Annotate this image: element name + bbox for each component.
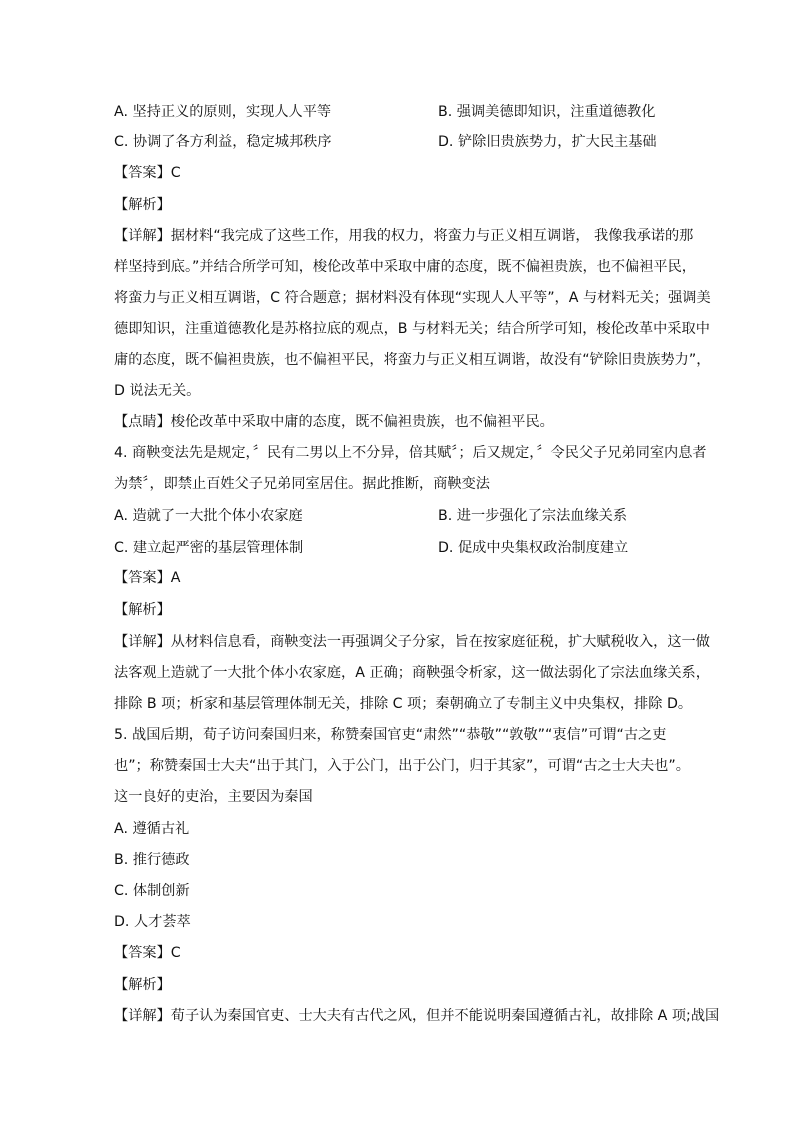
q5-stem-line: 5. 战国后期，荀子访问秦国归来，称赞秦国官吏“肃然”“恭敬”“敦敬”“衷信”可谓“古之吏: [114, 727, 667, 743]
q4-analysis-heading: 【解析】: [114, 602, 171, 618]
q3-detail-line: D 说法无关。: [114, 383, 201, 399]
q4-detail-line: 排除 B 项；析家和基层管理体制无关，排除 C 项；秦朝确立了专制主义中央集权，排除 D。: [114, 696, 693, 712]
q3-detail-line: 将蛮力与正义相互调谐，C 符合题意；据材料没有体现“实现人人平等”，A 与材料无关；强调美: [114, 290, 711, 306]
q3-detail-line: 庸的态度，既不偏袒贵族，也不偏袒平民，将蛮力与正义相互调谐，故没有“铲除旧贵族势力”，: [114, 352, 711, 368]
q5-option-c: C. 体制创新: [114, 883, 190, 899]
q4-option-d: D. 促成中央集权政治制度建立: [438, 540, 629, 556]
q3-detail-line: 样坚持到底。”并结合所学可知，梭伦改革中采取中庸的态度，既不偏袒贵族，也不偏袒平民，: [114, 259, 696, 275]
q5-stem-line: 这一良好的吏治，主要因为秦国: [114, 789, 313, 805]
q3-option-b: B. 强调美德即知识，注重道德教化: [438, 104, 656, 120]
q4-detail-line: 【详解】从材料信息看，商鞅变法一再强调父子分家，旨在按家庭征税，扩大赋税收入，这一做: [114, 634, 710, 650]
q3-option-c: C. 协调了各方利益，稳定城邦秩序: [114, 134, 332, 150]
q4-option-c: C. 建立起严密的基层管理体制: [114, 540, 304, 556]
q3-answer: 【答案】C: [114, 165, 181, 181]
q4-answer: 【答案】A: [114, 570, 181, 586]
q4-option-a: A. 造就了一大批个体小农家庭: [114, 508, 303, 524]
q4-stem-line: 4. 商鞅变法先是规定，〞民有二男以上不分异，倍其赋〞；后又规定，〞令民父子兄弟同室内息者: [114, 445, 707, 461]
q4-detail-line: 法客观上造就了一大批个体小农家庭，A 正确；商鞅强令析家，这一做法弱化了宗法血缘关系，: [114, 665, 710, 681]
q5-analysis-heading: 【解析】: [114, 977, 171, 993]
q5-detail-line: 【详解】荀子认为秦国官吏、士大夫有古代之风，但并不能说明秦国遵循古礼，故排除 A 项;战国: [114, 1008, 720, 1024]
q5-option-a: A. 遵循古礼: [114, 821, 190, 837]
q3-note: 【点睛】梭伦改革中采取中庸的态度，既不偏袒贵族，也不偏袒平民。: [114, 414, 554, 430]
q5-option-d: D. 人才荟萃: [114, 914, 191, 930]
q5-stem-line: 也”；称赞秦国士大夫“出于其门，入于公门，出于公门，归于其家”，可谓“古之士大夫也”。: [114, 758, 690, 774]
q3-detail-line: 【详解】据材料“我完成了这些工作，用我的权力，将蛮力与正义相互调谐， 我像我承诺的那: [114, 228, 694, 244]
q3-analysis-heading: 【解析】: [114, 197, 171, 213]
q3-option-d: D. 铲除旧贵族势力，扩大民主基础: [438, 134, 657, 150]
q3-detail-line: 德即知识，注重道德教化是苏格拉底的观点，B 与材料无关；结合所学可知，梭伦改革中采取中: [114, 321, 710, 337]
q3-option-a: A. 坚持正义的原则，实现人人平等: [114, 104, 332, 120]
q4-option-b: B. 进一步强化了宗法血缘关系: [438, 508, 628, 524]
q4-stem-line: 为禁〞，即禁止百姓父子兄弟同室居住。据此推断，商鞅变法: [114, 476, 490, 492]
q5-option-b: B. 推行德政: [114, 852, 190, 868]
q5-answer: 【答案】C: [114, 945, 181, 961]
